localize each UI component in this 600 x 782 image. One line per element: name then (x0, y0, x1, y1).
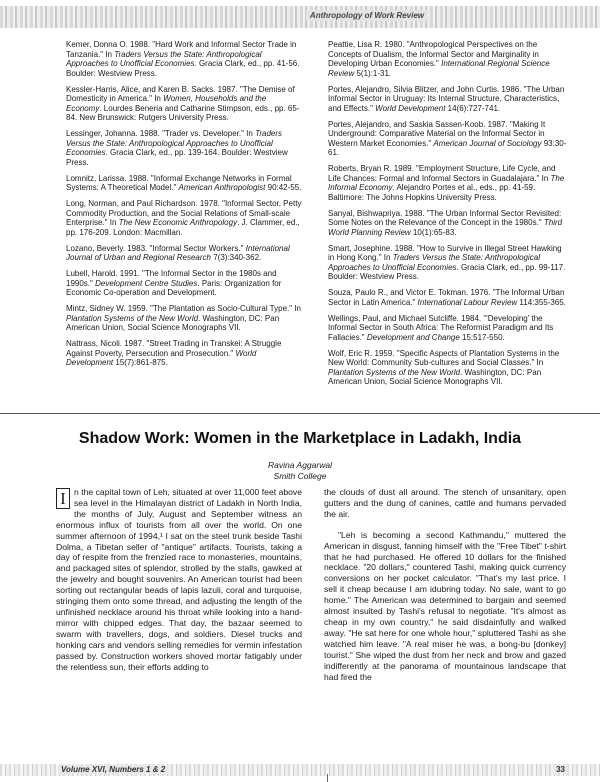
reference-source: The Informal Economy (328, 173, 565, 193)
body-paragraph: "Leh is becoming a second Kathmandu," muttered the American in disgust, fanning himself with the "Free Tibet" t-shirt that he had purchased. He offered 10 dollars for the finished necklace. "20 dollars," countered Tashi, making quick currency conversions on her pocket calculator. "That's my last price. I sell it cheap because I am idubring today. No sale, want to go home." The American was determined to bargain and seemed almost insulted by Tashi's refusal to negotiate. "It's almost as cheap in my own country," he said disdainfully and walked away. "He sat here for one whole hour," spluttered Tashi as she watched him leave. "A real miser he was, a bong-bu [donkey] tourist." She wiped the dust from her neck and brow and gazed indifferently at the panorama of mountainous landscape that had fired the (324, 529, 566, 682)
reference-text: Mintz, Sidney W. 1959. "The Plantation as Socio-Cultural Type." In (66, 303, 301, 313)
reference-text: Sanyal, Bishwapriya. 1988. "The Urban Informal Sector Revisited: Some Notes on the Relevance of the Concept in the 1980s." (328, 208, 562, 228)
reference-entry (66, 199, 304, 237)
reference-text: Smart, Josephine. 1988. "How to Survive in Illegal Street Hawking in Hong Kong." In (328, 243, 562, 263)
reference-source: Plantation Systems of the New World (66, 313, 199, 323)
reference-entry (328, 85, 568, 114)
reference-text: Lessinger, Johanna. 1988. "Trader vs. Developer." In (66, 129, 256, 139)
author-affiliation: Smith College (273, 471, 327, 481)
reference-text: 114:355-365. (517, 297, 566, 307)
reference-entry (328, 209, 568, 238)
reference-entry (328, 120, 568, 158)
reference-text: Peattie, Lisa R. 1980. "Anthropological Perspectives on the Concepts of Dualism, the Informal Sector and Marginality in Developing Urban Economies." (328, 40, 539, 69)
reference-text: . Lourdes Beneria and Catharine Stimpson, eds., pp. 65-84. New Brunswick: Rutgers University Press. (66, 103, 300, 123)
reference-text: 93:30-61. (328, 138, 567, 158)
running-title: Anthropology of Work Review (306, 10, 428, 21)
reference-text: . Gracia Clark, ed., pp. 139-164. Boulder: Westview Press. (66, 148, 288, 167)
reference-entry (328, 314, 568, 343)
reference-entry (328, 164, 568, 202)
reference-text: Lomnitz, Larissa. 1988. "Informal Exchange Networks in Formal Systems: A Theoretical Model." (66, 173, 292, 193)
reference-entry (66, 174, 304, 193)
reference-text: Wellings, Paul, and Michael Sutcliffe. 1984. "'Developing' the Informal Sector in South Africa: The Reformist Paradigm and Its Fallacies." (328, 313, 554, 342)
references-right-column (328, 40, 568, 393)
reference-text: Lubell, Harold. 1991. "The Informal Sector in the 1980s and 1990s." (66, 269, 277, 288)
section-divider (0, 413, 600, 414)
reference-source: Traders Versus the State: Anthropological Approaches to Unofficial Economies (66, 129, 283, 158)
reference-source: International Labour Review (417, 297, 518, 307)
reference-source: Development Centre Studies (95, 278, 198, 288)
reference-source: Traders Versus the State: Anthropological Approaches to Unofficial Economies (66, 49, 262, 69)
reference-source: Plantation Systems of the New World (328, 367, 461, 377)
reference-text: Lozano, Beverly. 1983. "Informal Sector Workers." (66, 243, 246, 253)
reference-source: World Development (66, 348, 257, 368)
reference-text: Kemer, Donna O. 1988. "Hard Work and Informal Sector Trade in Tanzania." In (66, 40, 297, 59)
reference-source: Development and Change (366, 332, 460, 342)
reference-text: 90:42-55. (265, 183, 302, 193)
reference-source: The New Economic Anthropology (118, 218, 238, 228)
reference-source: Third World Planning Review (328, 218, 563, 237)
reference-entry (328, 244, 568, 282)
reference-entry (66, 339, 304, 368)
body-column-right (324, 487, 566, 692)
issue-label: Volume XVI, Numbers 1 & 2 (58, 765, 168, 774)
body-paragraph: the clouds of dust all around. The stench of unsanitary, open gutters and the dung of canines, cattle and humans pervaded the air. (324, 487, 566, 519)
crop-mark (327, 774, 328, 782)
reference-text: Souza, Paulo R., and Victor E. Tokman. 1976. "The Informal Urban Sector in Latin America." (328, 288, 565, 307)
reference-source: American Journal of Sociology (433, 138, 542, 148)
reference-entry (66, 40, 304, 78)
reference-entry (328, 40, 568, 78)
reference-text: 15(7):861-875. (113, 358, 168, 368)
reference-entry (328, 349, 568, 387)
reference-text: . Washington, DC: Pan American Union, Social Science Monographs VII. (328, 367, 542, 387)
reference-text: 7(3):340-362. (210, 253, 262, 263)
author-name: Ravina Aggarwal (268, 460, 332, 470)
reference-source: International Journal of Urban and Regional Research (66, 243, 290, 263)
references-left-column (66, 40, 304, 374)
reference-text: . Gracia Clark, ed., pp. 99-117. Boulder: Westview Press. (328, 262, 566, 282)
reference-text: . J. Clammer, ed., pp. 176-209. London: Macmillan. (66, 218, 300, 237)
reference-entry (66, 129, 304, 167)
drop-cap: I (56, 488, 70, 509)
reference-text: . Washington, DC: Pan American Union, Social Science Monographs VII. (66, 313, 280, 333)
reference-text: Kessler-Harris, Alice, and Karen B. Sacks. 1987. "The Demise of Domesticity in America." In (66, 84, 295, 104)
reference-text: Wolf, Eric R. 1959. "Specific Aspects of Plantation Systems in the New World: Community Sub-cultures and Social Classes." In (328, 348, 560, 368)
reference-entry (66, 269, 304, 298)
article-title: Shadow Work: Women in the Marketplace in Ladakh, India (78, 430, 522, 447)
reference-entry (66, 85, 304, 123)
reference-source: Traders Versus the State: Anthropological Approaches to Unofficial Economies (328, 253, 541, 272)
reference-text: 14(6):727-741. (445, 103, 501, 113)
reference-text: 15:517-550. (459, 332, 505, 342)
reference-text: . Alejandro Portes et al., eds., pp. 41-59. Baltimore: The Johns Hopkins University Press. (328, 183, 536, 202)
reference-text: Nattrass, Nicoli. 1987. "Street Trading in Transkei: A Struggle Against Poverty, Persecution and Prosecution." (66, 338, 282, 358)
reference-text: . Paris: Organization for Economic Co-operation and Development. (66, 278, 282, 298)
reference-text: Portes, Alejandro, Silvia Blitzer, and John Curtis. 1986. "The Urban Informal Sector in Uruguay: Its Internal Structure, Characteristics, and Effects." (328, 84, 565, 113)
reference-text: 5(1):1-31. (354, 68, 392, 78)
reference-entry (328, 288, 568, 307)
reference-text: Long, Norman, and Paul Richardson. 1978. "Informal Sector, Petty Commodity Production, and the Social Relations of Small-scale Enterprise." In (66, 199, 302, 228)
reference-source: International Regional Science Review (328, 59, 550, 78)
reference-text: Portes, Alejandro, and Saskia Sassen-Koob. 1987. "Making It Underground: Comparative Material on the Informal Sector in Western Market Economies." (328, 119, 546, 148)
body-paragraph-text: n the capital town of Leh, situated at over 11,000 feet above sea level in the Himalayan district of Ladakh in North India, the months of July, August and September witness an enormous influx of tourists from all over the world. On one summer afternoon of 1994,¹ I sat on the steel trunk beside Tashi Dolma, a Tibetan seller of "antique" artifacts. Tourists, taking a day of respite from the frenzied race to monasteries, mountains, and packaged sites of splendor, strolled by the stalls, gawked at the jewelry and bought souvenirs. An American tourist had been sorting out rectangular beads of lapis lazuli, coral and turquoise, stringing them onto some thread, and adjusting the length of the unfinished necklace around his throat while looking into a hand-mirror with chipped edges. That day, the bazaar seemed to swarm with travellers, dogs, and soldiers. Diesel trucks and honking cars and vendors selling remedies for vermin infestation passed by. Construction workers shoved mortar fatigably under the relentless sun, their efforts adding to (56, 487, 302, 672)
author-block (0, 460, 600, 482)
reference-text: 10(1):65-83. (410, 227, 457, 237)
body-column-left (56, 487, 302, 682)
reference-text: Roberts, Bryan R. 1989. "Employment Structure, Life Cycle, and Life Chances: Formal and Informal Sectors in Guadalajara." In (328, 164, 556, 183)
reference-source: World Development (375, 103, 446, 113)
reference-source: American Anthropologist (178, 183, 266, 193)
reference-entry (66, 304, 304, 333)
header-band (0, 6, 600, 28)
body-paragraph (56, 487, 302, 672)
page-number: 33 (553, 765, 568, 774)
reference-source: Women, Households and the Economy (66, 94, 267, 113)
reference-text: . Gracia Clark, ed., pp. 41-56. Boulder: Westview Press. (66, 59, 300, 78)
reference-entry (66, 244, 304, 263)
